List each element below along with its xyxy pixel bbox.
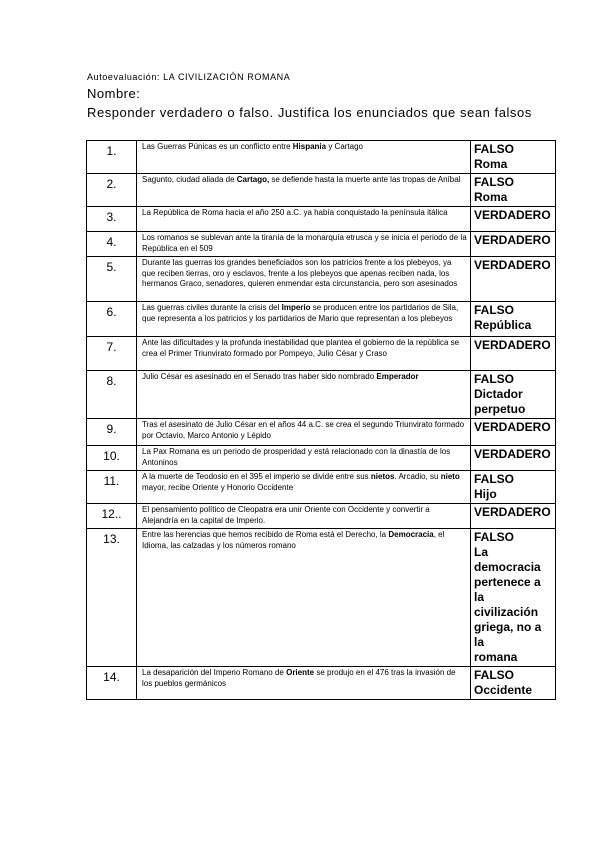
table-row (87, 302, 556, 337)
table-row (87, 257, 556, 302)
statement-fragment: La desaparición del Imperio Romano de (142, 668, 287, 677)
statement-text (137, 232, 471, 257)
table-row (87, 446, 556, 471)
table-row (87, 504, 556, 529)
answer-justification: civilización (474, 605, 539, 619)
statement-fragment: El pensamiento político de Cleopatra era unir Oriente con Occidente y convertir a Alejandría en la capital de Imperio. (142, 505, 430, 525)
statement-text (137, 371, 471, 419)
answer-justification: perpetuo (474, 402, 526, 416)
answer-cell (471, 419, 556, 446)
statement-keyword: nietos (370, 472, 395, 481)
answer-justification: Occidente (474, 683, 533, 697)
answer-justification: Roma (474, 157, 508, 171)
answer-verdict: FALSO (474, 472, 515, 486)
answer-verdict: FALSO (474, 142, 515, 156)
statement-fragment: mayor, recibe Oriente y Honorio Occidente (142, 482, 294, 492)
item-number: 1. (87, 141, 137, 174)
answer-justification: griega, no a la (474, 620, 542, 649)
statement-keyword: Oriente (286, 668, 315, 677)
table-row (87, 207, 556, 232)
table-row (87, 529, 556, 667)
answer-cell (471, 667, 556, 700)
answer-verdict: VERDADERO (474, 338, 551, 352)
statement-text (137, 207, 471, 232)
statement-text (137, 419, 471, 446)
item-number: 2. (87, 174, 137, 207)
statement-fragment: La República de Roma hacia el año 250 a.C. ya había conquistado la península itálica (142, 208, 448, 217)
table-row (87, 419, 556, 446)
answer-verdict: VERDADERO (474, 258, 551, 272)
statement-text (137, 529, 471, 667)
table-row (87, 141, 556, 174)
statement-fragment: Tras el asesinato de Julio César en el años 44 a.C. se crea el segundo Triunvirato formado por Octavio, Marco Antonio y Lépido (142, 420, 465, 440)
quiz-table (86, 140, 556, 700)
instructions-text: Responder verdadero o falso. Justifica los enunciados que sean falsos (87, 105, 532, 120)
answer-verdict: FALSO (474, 668, 515, 682)
item-number: 10. (87, 446, 137, 471)
statement-fragment: y Cartago (326, 142, 363, 151)
answer-cell (471, 371, 556, 419)
statement-fragment: Entre las herencias que hemos recibido de Roma está el Derecho, la (142, 530, 389, 539)
item-number: 3. (87, 207, 137, 232)
worksheet-subtitle: Autoevaluación: LA CIVILIZACIÓN ROMANA (87, 72, 291, 82)
statement-fragment: La Pax Romana es un periodo de prosperidad y está relacionado con la dinastía de los Antoninos (142, 447, 451, 467)
answer-verdict: VERDADERO (474, 505, 551, 519)
table-row (87, 232, 556, 257)
item-number: 11. (87, 471, 137, 504)
table-row (87, 471, 556, 504)
answer-cell (471, 504, 556, 529)
answer-verdict: FALSO (474, 530, 515, 544)
statement-text (137, 504, 471, 529)
statement-text (137, 174, 471, 207)
statement-keyword: Imperio (281, 303, 311, 312)
statement-fragment: Los romanos se sublevan ante la tiranía de la monarquía etrusca y se inicia el periodo de la República en el 509 (142, 233, 467, 253)
answer-verdict: VERDADERO (474, 233, 551, 247)
statement-fragment: , el Idioma, las calzadas y los números romano (142, 530, 445, 550)
statement-text (137, 257, 471, 302)
table-row (87, 371, 556, 419)
statement-text (137, 302, 471, 337)
statement-fragment: Sagunto, ciudad aliada de (142, 175, 237, 184)
statement-fragment: A la muerte de Teodosio en el 395 el imperio se divide entre sus (142, 472, 371, 481)
answer-cell (471, 446, 556, 471)
answer-verdict: VERDADERO (474, 208, 551, 222)
answer-verdict: FALSO (474, 303, 515, 317)
statement-text (137, 471, 471, 504)
answer-cell (471, 529, 556, 667)
answer-justification: romana (474, 650, 518, 664)
item-number: 4. (87, 232, 137, 257)
answer-justification: pertenece a la (474, 575, 541, 604)
statement-text (137, 337, 471, 371)
answer-verdict: VERDADERO (474, 420, 551, 434)
answer-verdict: FALSO (474, 175, 515, 189)
table-row (87, 174, 556, 207)
statement-fragment: . Arcadio, su (394, 472, 441, 481)
statement-fragment: se produjo en el 476 tras la invasión de los pueblos germánicos (142, 668, 456, 688)
statement-keyword: Cartago, (236, 175, 270, 184)
statement-keyword: nieto (440, 472, 460, 481)
statement-keyword: Democracia (388, 530, 434, 539)
statement-fragment: Las guerras civiles durante la crisis del (142, 303, 282, 312)
item-number: 13. (87, 529, 137, 667)
item-number: 12.. (87, 504, 137, 529)
item-number: 8. (87, 371, 137, 419)
statement-fragment: Julio César es asesinado en el Senado tras haber sido nombrado (142, 372, 377, 381)
statement-fragment: Ante las dificultades y la profunda inestabilidad que plantea el gobierno de la república se crea el Primer Triunvirato formado por Pompeyo, Julio César y Craso (142, 338, 460, 358)
statement-text (137, 667, 471, 700)
answer-cell (471, 141, 556, 174)
statement-fragment: Las Guerras Púnicas es un conflicto entre (142, 142, 293, 151)
statement-keyword: Emperador (376, 372, 419, 381)
answer-cell (471, 302, 556, 337)
answer-cell (471, 232, 556, 257)
answer-justification: La democracia (474, 545, 541, 574)
answer-justification: Dictador (474, 387, 523, 401)
answer-justification: Roma (474, 190, 508, 204)
item-number: 14. (87, 667, 137, 700)
answer-justification: Hijo (474, 487, 497, 501)
statement-fragment: Durante las guerras los grandes beneficiados son los patricios frente a los plebeyos, ya que reciben tierras, oro y esclavos, frente a los plebeyos que apenas reciben nada, los hermanos Graco, senadores, quieren enmendar esta circunstancia, pero son asesinados (142, 258, 458, 288)
answer-cell (471, 471, 556, 504)
table-row (87, 337, 556, 371)
item-number: 6. (87, 302, 137, 337)
answer-cell (471, 337, 556, 371)
statement-fragment: se defiende hasta la muerte ante las tropas de Aníbal (269, 175, 461, 184)
answer-cell (471, 257, 556, 302)
answer-justification: República (474, 318, 532, 332)
answer-cell (471, 207, 556, 232)
statement-text (137, 141, 471, 174)
answer-verdict: FALSO (474, 372, 515, 386)
item-number: 9. (87, 419, 137, 446)
answer-cell (471, 174, 556, 207)
name-label: Nombre: (87, 86, 141, 101)
table-row (87, 667, 556, 700)
answer-verdict: VERDADERO (474, 447, 551, 461)
item-number: 7. (87, 337, 137, 371)
statement-text (137, 446, 471, 471)
item-number: 5. (87, 257, 137, 302)
statement-keyword: Hispania (292, 142, 327, 151)
statement-fragment: se producen entre los partidarios de Sila, que representa a los patricios y los partidarios de Mario que representan a los plebeyos (142, 303, 459, 323)
